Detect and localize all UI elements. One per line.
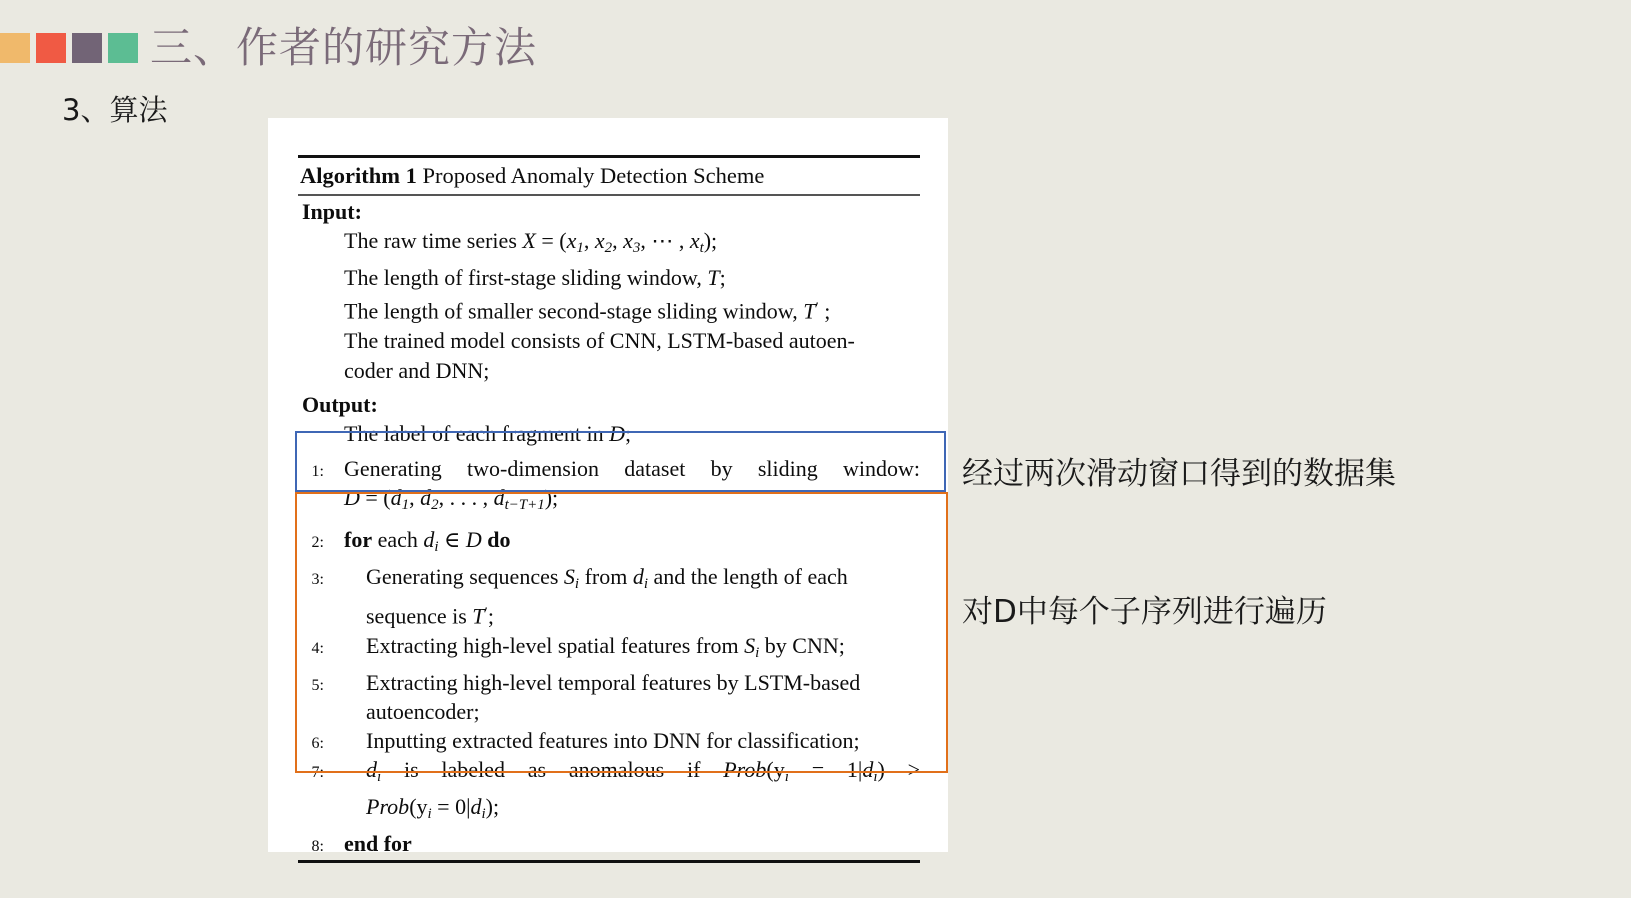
step-number: 1: (311, 463, 324, 481)
input-line-2: The length of first-stage sliding window, T; (344, 264, 726, 290)
step-number: 5: (311, 676, 324, 694)
step-number: 2: (311, 533, 324, 551)
decor-square-green (108, 33, 138, 63)
algorithm-step-3 (298, 562, 920, 631)
algorithm-step-8 (298, 829, 920, 858)
step-text: Inputting extracted features into DNN for classification; (366, 727, 860, 753)
algorithm-step-1 (298, 454, 920, 520)
decor-square-purple (72, 33, 102, 63)
algorithm-title-text: Proposed Anomaly Detection Scheme (416, 163, 765, 188)
step-number: 3: (311, 570, 324, 588)
step-text-cont: $Prob(y_i = 0|d_i)$; (366, 794, 500, 823)
output-line-1: The label of each fragment in D; (344, 421, 632, 447)
algorithm-title-label: Algorithm 1 (300, 163, 417, 188)
input-heading: Input: (302, 198, 362, 224)
output-heading: Output: (302, 392, 378, 418)
page-title: 三、作者的研究方法 (150, 23, 538, 72)
step-text: Generating sequences $S_i$ from $d_i$ and the length of each sequence is T′; (366, 563, 848, 629)
step-number: 8: (311, 838, 324, 856)
step-text: Extracting high-level temporal features by LSTM-based autoencoder; (366, 669, 861, 724)
input-line-1: The raw time series $X = (x_1$, $x_2$, $x_3$, ⋯ , $x_t$); (344, 227, 718, 256)
decor-square-red (36, 33, 66, 63)
algorithm-block (298, 155, 920, 863)
algorithm-step-4 (298, 631, 920, 668)
algorithm-step-6 (298, 726, 920, 755)
step-text: $d_i$ is labeled as anomalous if $Prob(y_i = 1|d_i)$ > (366, 756, 921, 786)
algorithm-step-2 (298, 525, 920, 562)
slide-title-row (0, 23, 538, 72)
decor-square-orange (0, 33, 30, 63)
algorithm-title (298, 158, 920, 194)
annotation-iterate: 对D中每个子序列进行遍历 (962, 594, 1327, 630)
step-number: 6: (311, 734, 324, 752)
step-number: 7: (311, 763, 324, 781)
algorithm-bottom-rule (298, 860, 920, 863)
input-line-3: The length of smaller second-stage sliding window, T′ ; (344, 298, 831, 324)
algorithm-step-7 (298, 755, 920, 829)
input-line-4: The trained model consists of CNN, LSTM-based autoen- coder and DNN; (344, 328, 855, 384)
algorithm-figure-card (268, 118, 948, 857)
step-text-cont: $D = (d_1$, $d_2$, . . . , $d_{t-T+1}$); (344, 485, 559, 514)
algorithm-step-5 (298, 668, 920, 726)
slide-subtitle: 3、算法 (62, 93, 168, 127)
step-number: 4: (311, 639, 324, 657)
step-text: end for (344, 831, 412, 857)
step-text: for each $d_i$ ∈ D do (344, 526, 511, 555)
annotation-dataset: 经过两次滑动窗口得到的数据集 (962, 456, 1396, 492)
step-text: Extracting high-level spatial features from $S_i$ by CNN; (366, 632, 845, 661)
step-text: Generating two-dimension dataset by sliding window: (344, 456, 920, 482)
